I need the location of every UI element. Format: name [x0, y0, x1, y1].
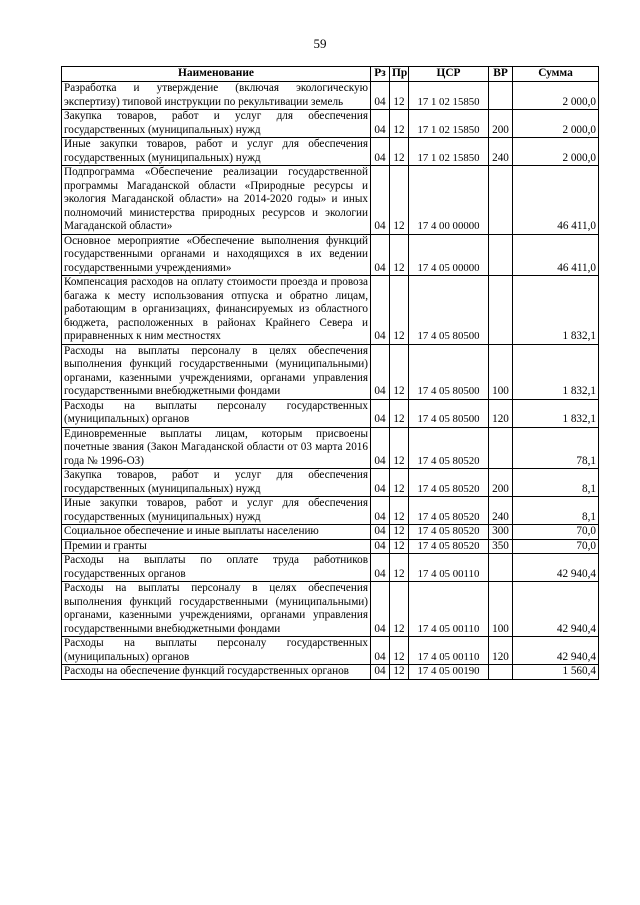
cell-rz: 04: [371, 344, 390, 399]
cell-rz: 04: [371, 665, 390, 680]
cell-csr: 17 4 05 00000: [409, 234, 489, 276]
cell-sum: 46 411,0: [513, 166, 599, 235]
cell-rz: 04: [371, 469, 390, 497]
cell-rz: 04: [371, 525, 390, 540]
table-row: [62, 497, 599, 525]
table-row: [62, 399, 599, 427]
cell-csr: 17 4 05 80520: [409, 427, 489, 469]
cell-pr: 12: [390, 166, 409, 235]
page-number: 59: [313, 36, 327, 51]
header-name: Наименование: [62, 67, 371, 82]
table-row: [62, 665, 599, 680]
cell-rz: 04: [371, 276, 390, 345]
cell-rz: 04: [371, 110, 390, 138]
cell-name: Расходы на выплаты персоналу государственных (муниципальных) органов: [62, 637, 371, 665]
cell-vr: 240: [489, 497, 513, 525]
budget-table: [61, 66, 599, 680]
table-row: [62, 427, 599, 469]
cell-rz: 04: [371, 82, 390, 110]
cell-pr: 12: [390, 110, 409, 138]
cell-pr: 12: [390, 399, 409, 427]
table-row: [62, 82, 599, 110]
cell-rz: 04: [371, 582, 390, 637]
cell-name: Иные закупки товаров, работ и услуг для обеспечения государственных (муниципальных) нужд: [62, 138, 371, 166]
cell-pr: 12: [390, 665, 409, 680]
cell-rz: 04: [371, 166, 390, 235]
cell-sum: 1 832,1: [513, 344, 599, 399]
header-csr: ЦСР: [409, 67, 489, 82]
cell-pr: 12: [390, 138, 409, 166]
cell-csr: 17 4 05 00190: [409, 665, 489, 680]
cell-sum: 1 832,1: [513, 399, 599, 427]
cell-rz: 04: [371, 539, 390, 554]
cell-name: Расходы на обеспечение функций государственных органов: [62, 665, 371, 680]
cell-csr: 17 4 05 80500: [409, 276, 489, 345]
cell-pr: 12: [390, 469, 409, 497]
header-sum: Сумма: [513, 67, 599, 82]
cell-vr: [489, 234, 513, 276]
table-body: [62, 82, 599, 680]
cell-name: Социальное обеспечение и иные выплаты населению: [62, 525, 371, 540]
cell-sum: 8,1: [513, 497, 599, 525]
cell-name: Расходы на выплаты по оплате труда работников государственных органов: [62, 554, 371, 582]
cell-name: Компенсация расходов на оплату стоимости проезда и провоза багажа к месту использования отпуска и обратно лицам, работающим в организациях, финансируемых из областного бюджета, расположенных в районах Крайнего Севера и приравненных к ним местностях: [62, 276, 371, 345]
cell-name: Иные закупки товаров, работ и услуг для обеспечения государственных (муниципальных) нужд: [62, 497, 371, 525]
cell-sum: 42 940,4: [513, 582, 599, 637]
cell-csr: 17 4 05 80520: [409, 497, 489, 525]
cell-vr: 200: [489, 110, 513, 138]
cell-pr: 12: [390, 344, 409, 399]
cell-sum: 42 940,4: [513, 554, 599, 582]
cell-sum: 42 940,4: [513, 637, 599, 665]
table-row: [62, 554, 599, 582]
cell-csr: 17 1 02 15850: [409, 138, 489, 166]
header-vr: ВР: [489, 67, 513, 82]
cell-vr: 240: [489, 138, 513, 166]
table-row: [62, 138, 599, 166]
cell-vr: 350: [489, 539, 513, 554]
table-row: [62, 525, 599, 540]
cell-sum: 1 832,1: [513, 276, 599, 345]
cell-pr: 12: [390, 234, 409, 276]
cell-name: Расходы на выплаты персоналу государственных (муниципальных) органов: [62, 399, 371, 427]
cell-vr: [489, 665, 513, 680]
cell-vr: [489, 427, 513, 469]
cell-rz: 04: [371, 497, 390, 525]
cell-pr: 12: [390, 276, 409, 345]
cell-csr: 17 4 05 80520: [409, 525, 489, 540]
cell-vr: [489, 82, 513, 110]
cell-sum: 70,0: [513, 525, 599, 540]
cell-sum: 1 560,4: [513, 665, 599, 680]
cell-csr: 17 1 02 15850: [409, 82, 489, 110]
table-row: [62, 469, 599, 497]
cell-csr: 17 4 05 00110: [409, 582, 489, 637]
cell-pr: 12: [390, 525, 409, 540]
table-row: [62, 344, 599, 399]
table-row: [62, 166, 599, 235]
cell-rz: 04: [371, 427, 390, 469]
table-row: [62, 110, 599, 138]
cell-csr: 17 4 05 80500: [409, 344, 489, 399]
cell-pr: 12: [390, 582, 409, 637]
cell-rz: 04: [371, 637, 390, 665]
cell-rz: 04: [371, 138, 390, 166]
cell-pr: 12: [390, 497, 409, 525]
cell-csr: 17 4 05 00110: [409, 637, 489, 665]
cell-sum: 70,0: [513, 539, 599, 554]
cell-pr: 12: [390, 637, 409, 665]
cell-name: Закупка товаров, работ и услуг для обеспечения государственных (муниципальных) нужд: [62, 469, 371, 497]
cell-csr: 17 4 05 00110: [409, 554, 489, 582]
table-row: [62, 234, 599, 276]
table-row: [62, 637, 599, 665]
cell-pr: 12: [390, 554, 409, 582]
cell-vr: 100: [489, 582, 513, 637]
cell-csr: 17 4 05 80520: [409, 539, 489, 554]
cell-name: Разработка и утверждение (включая экологическую экспертизу) типовой инструкции по рекультивации земель: [62, 82, 371, 110]
cell-sum: 2 000,0: [513, 138, 599, 166]
cell-name: Единовременные выплаты лицам, которым присвоены почетные звания (Закон Магаданской области от 03 марта 2016 года № 1996-ОЗ): [62, 427, 371, 469]
cell-pr: 12: [390, 427, 409, 469]
cell-vr: 120: [489, 399, 513, 427]
cell-csr: 17 4 05 80520: [409, 469, 489, 497]
cell-rz: 04: [371, 399, 390, 427]
cell-vr: 100: [489, 344, 513, 399]
cell-vr: 120: [489, 637, 513, 665]
cell-vr: 300: [489, 525, 513, 540]
cell-rz: 04: [371, 234, 390, 276]
cell-sum: 46 411,0: [513, 234, 599, 276]
header-rz: Рз: [371, 67, 390, 82]
cell-name: Премии и гранты: [62, 539, 371, 554]
cell-sum: 8,1: [513, 469, 599, 497]
table-row: [62, 582, 599, 637]
cell-sum: 2 000,0: [513, 110, 599, 138]
cell-pr: 12: [390, 82, 409, 110]
cell-name: Подпрограмма «Обеспечение реализации государственной программы Магаданской области «Природные ресурсы и экология Магаданской области» на 2014-2020 годы» и иных полномочий министерства природных ресурсов и экологии Магаданской области»: [62, 166, 371, 235]
cell-sum: 2 000,0: [513, 82, 599, 110]
cell-pr: 12: [390, 539, 409, 554]
cell-csr: 17 4 00 00000: [409, 166, 489, 235]
cell-vr: [489, 276, 513, 345]
cell-sum: 78,1: [513, 427, 599, 469]
cell-name: Основное мероприятие «Обеспечение выполнения функций государственными органами и находящихся в их ведении государственными учреждениями»: [62, 234, 371, 276]
table-row: [62, 276, 599, 345]
table-header: [62, 67, 599, 82]
cell-csr: 17 1 02 15850: [409, 110, 489, 138]
cell-name: Расходы на выплаты персоналу в целях обеспечения выполнения функций государственными (муниципальными) органами, казенными учреждениями, органами управления государственными внебюджетными фондами: [62, 582, 371, 637]
header-pr: Пр: [390, 67, 409, 82]
cell-name: Закупка товаров, работ и услуг для обеспечения государственных (муниципальных) нужд: [62, 110, 371, 138]
cell-vr: [489, 554, 513, 582]
header-row: [62, 67, 599, 82]
cell-csr: 17 4 05 80500: [409, 399, 489, 427]
cell-vr: 200: [489, 469, 513, 497]
cell-rz: 04: [371, 554, 390, 582]
table-row: [62, 539, 599, 554]
cell-vr: [489, 166, 513, 235]
cell-name: Расходы на выплаты персоналу в целях обеспечения выполнения функций государственными (муниципальными) органами, казенными учреждениями, органами управления государственными внебюджетными фондами: [62, 344, 371, 399]
